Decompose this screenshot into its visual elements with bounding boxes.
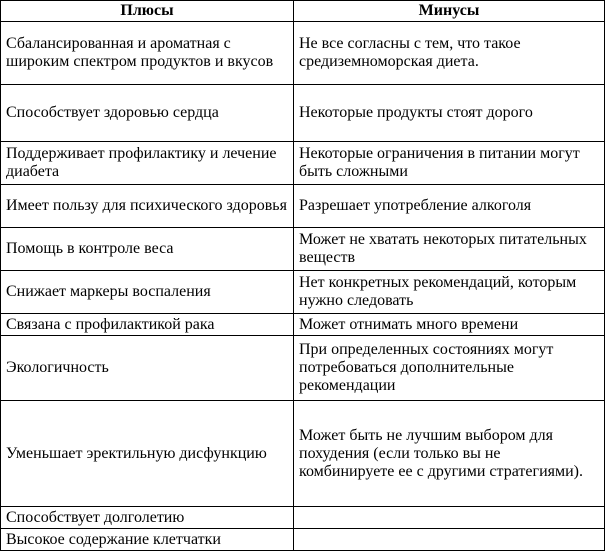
con-cell: Может не хватать некоторых питательных веществ — [294, 228, 605, 271]
table-row — [1, 271, 605, 314]
con-cell — [294, 507, 605, 529]
table-row — [1, 507, 605, 529]
pro-cell: Уменьшает эректильную дисфункцию — [1, 401, 294, 507]
table-row — [1, 22, 605, 85]
pro-cell: Способствует долголетию — [1, 507, 294, 529]
table-row — [1, 228, 605, 271]
con-cell: Некоторые продукты стоят дорого — [294, 85, 605, 142]
pro-cell: Снижает маркеры воспаления — [1, 271, 294, 314]
con-cell: Не все согласны с тем, что такое средиземноморская диета. — [294, 22, 605, 85]
pro-cell: Высокое содержание клетчатки — [1, 529, 294, 551]
table-row — [1, 529, 605, 551]
con-cell — [294, 529, 605, 551]
con-cell: При определенных состояниях могут потребоваться дополнительные рекомендации — [294, 336, 605, 401]
header-row — [1, 1, 605, 22]
pro-cell: Сбалансированная и ароматная с широким спектром продуктов и вкусов — [1, 22, 294, 85]
table-row — [1, 142, 605, 185]
pro-cell: Имеет пользу для психического здоровья — [1, 185, 294, 228]
pro-cell: Способствует здоровью сердца — [1, 85, 294, 142]
table-row — [1, 314, 605, 336]
pro-cell: Поддерживает профилактику и лечение диабета — [1, 142, 294, 185]
con-cell: Разрешает употребление алкоголя — [294, 185, 605, 228]
con-cell: Может быть не лучшим выбором для похудения (если только вы не комбинируете ее с другими стратегиями). — [294, 401, 605, 507]
header-pros: Плюсы — [1, 1, 294, 22]
table-row — [1, 185, 605, 228]
con-cell: Некоторые ограничения в питании могут быть сложными — [294, 142, 605, 185]
table-row — [1, 336, 605, 401]
header-cons: Минусы — [294, 1, 605, 22]
table-row — [1, 85, 605, 142]
pro-cell: Экологичность — [1, 336, 294, 401]
pro-cell: Связана с профилактикой рака — [1, 314, 294, 336]
table-row — [1, 401, 605, 507]
con-cell: Нет конкретных рекомендаций, которым нужно следовать — [294, 271, 605, 314]
pro-cell: Помощь в контроле веса — [1, 228, 294, 271]
con-cell: Может отнимать много времени — [294, 314, 605, 336]
